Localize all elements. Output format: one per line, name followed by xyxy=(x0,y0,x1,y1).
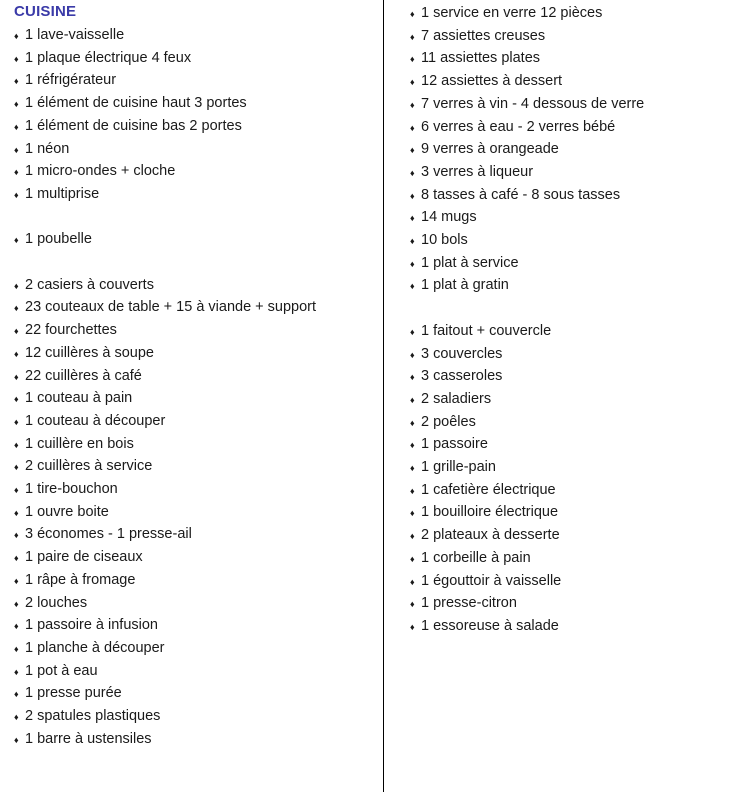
list-item-label: 22 fourchettes xyxy=(25,322,117,339)
list-item xyxy=(14,569,383,592)
list-item-label: 1 poubelle xyxy=(25,231,92,248)
list-item-label: 1 néon xyxy=(25,140,70,157)
list-spacer xyxy=(14,206,383,229)
list-item-label: 1 élément de cuisine haut 3 portes xyxy=(25,95,247,112)
list-item xyxy=(410,116,752,139)
list-item xyxy=(410,592,752,615)
list-item-label: 1 lave-vaisselle xyxy=(25,27,125,43)
list-item-label: 2 poêles xyxy=(421,413,476,430)
list-item-label: 23 couteaux de table + 15 à viande + support xyxy=(25,299,317,316)
list-item-label: 8 tasses à café - 8 sous tasses xyxy=(421,186,621,203)
list-item-label: 12 assiettes à dessert xyxy=(421,73,563,90)
list-item xyxy=(14,183,383,206)
list-item-label: 3 couvercles xyxy=(421,345,503,362)
list-item xyxy=(410,388,752,411)
list-item xyxy=(14,47,383,70)
list-item-label: 1 planche à découper xyxy=(25,639,165,656)
list-item xyxy=(410,2,752,25)
list-item xyxy=(410,70,752,93)
list-item xyxy=(14,433,383,456)
list-item-label: 1 barre à ustensiles xyxy=(25,730,152,747)
list-item xyxy=(14,365,383,388)
list-item-label: 3 économes - 1 presse-ail xyxy=(25,526,192,543)
list-item xyxy=(14,728,383,751)
list-item xyxy=(410,570,752,593)
list-item xyxy=(14,342,383,365)
list-item-label: 1 réfrigérateur xyxy=(25,72,117,89)
list-item-label: 1 paire de ciseaux xyxy=(25,549,143,566)
list-item xyxy=(410,206,752,229)
list-item-label: 6 verres à eau - 2 verres bébé xyxy=(421,118,616,135)
list-item xyxy=(14,115,383,138)
list-item xyxy=(14,592,383,615)
list-item-label: 14 mugs xyxy=(421,209,477,226)
list-item-label: 3 casseroles xyxy=(421,368,503,385)
list-item xyxy=(410,456,752,479)
list-item-label: 1 ouvre boite xyxy=(25,503,109,520)
list-item-label: 1 élément de cuisine bas 2 portes xyxy=(25,117,242,134)
list-item xyxy=(410,47,752,70)
list-item xyxy=(14,682,383,705)
list-item xyxy=(14,478,383,501)
list-item-label: 1 cuillère en bois xyxy=(25,435,134,452)
list-item xyxy=(410,524,752,547)
list-item xyxy=(410,184,752,207)
list-item-label: 1 égouttoir à vaisselle xyxy=(421,572,562,589)
list-item xyxy=(14,614,383,637)
list-item-label: 1 presse-citron xyxy=(421,595,517,612)
list-item-label: 1 grille-pain xyxy=(421,459,496,476)
list-item-label: 1 bouilloire électrique xyxy=(421,504,559,521)
list-item-label: 10 bols xyxy=(421,232,468,249)
list-item-label: 1 couteau à pain xyxy=(25,390,133,407)
list-item xyxy=(410,501,752,524)
list-item xyxy=(410,252,752,275)
list-item-label: 1 faitout + couvercle xyxy=(421,322,552,339)
list-item xyxy=(410,229,752,252)
left-column xyxy=(0,0,383,750)
list-item-label: 9 verres à orangeade xyxy=(421,141,559,158)
list-item-label: 1 pot à eau xyxy=(25,662,98,679)
list-item xyxy=(14,160,383,183)
list-item-label: 1 micro-ondes + cloche xyxy=(25,163,176,180)
list-item-label: 1 plat à service xyxy=(421,254,519,271)
list-item xyxy=(14,546,383,569)
list-item-label: 1 service en verre 12 pièces xyxy=(421,5,603,21)
list-item-label: 12 cuillères à soupe xyxy=(25,344,154,361)
inventory-list-right xyxy=(410,2,752,638)
list-item xyxy=(410,25,752,48)
list-item xyxy=(14,274,383,297)
list-item xyxy=(14,637,383,660)
list-item-label: 1 passoire à infusion xyxy=(25,617,158,634)
right-column xyxy=(384,0,752,638)
list-item xyxy=(410,615,752,638)
list-item-label: 1 corbeille à pain xyxy=(421,549,531,566)
list-item-label: 2 casiers à couverts xyxy=(25,276,154,293)
list-spacer xyxy=(14,251,383,274)
list-item xyxy=(410,274,752,297)
list-item xyxy=(14,92,383,115)
list-item-label: 22 cuillères à café xyxy=(25,367,142,384)
list-item xyxy=(410,161,752,184)
list-item-label: 2 saladiers xyxy=(421,390,492,407)
list-item xyxy=(14,228,383,251)
list-item xyxy=(410,433,752,456)
list-item xyxy=(410,320,752,343)
inventory-list-left xyxy=(14,24,383,750)
list-item xyxy=(14,455,383,478)
list-item xyxy=(14,705,383,728)
list-item-label: 1 essoreuse à salade xyxy=(421,617,559,634)
list-item-label: 2 cuillères à service xyxy=(25,458,153,475)
list-item-label: 1 plat à gratin xyxy=(421,277,509,294)
list-item xyxy=(14,410,383,433)
list-item xyxy=(14,319,383,342)
list-item-label: 2 plateaux à desserte xyxy=(421,527,560,544)
list-item-label: 2 louches xyxy=(25,594,88,611)
list-item xyxy=(14,660,383,683)
list-item xyxy=(410,547,752,570)
list-item-label: 1 plaque électrique 4 feux xyxy=(25,49,192,66)
list-item-label: 1 multiprise xyxy=(25,185,100,202)
list-item xyxy=(14,501,383,524)
list-item xyxy=(14,24,383,47)
list-item-label: 1 presse purée xyxy=(25,685,122,702)
list-item-label: 1 passoire xyxy=(421,436,488,453)
list-item xyxy=(410,343,752,366)
list-item xyxy=(14,296,383,319)
list-item-label: 7 assiettes creuses xyxy=(421,27,546,44)
list-item-label: 1 cafetière électrique xyxy=(421,481,556,498)
list-item-label: 2 spatules plastiques xyxy=(25,708,161,725)
list-item xyxy=(410,365,752,388)
list-item-label: 1 tire-bouchon xyxy=(25,481,118,498)
list-item-label: 1 râpe à fromage xyxy=(25,571,136,588)
list-spacer xyxy=(410,297,752,320)
list-item-label: 7 verres à vin - 4 dessous de verre xyxy=(421,95,645,112)
list-item xyxy=(410,93,752,116)
list-item xyxy=(410,479,752,502)
list-item xyxy=(14,523,383,546)
list-item-label: 11 assiettes plates xyxy=(421,50,541,67)
list-item xyxy=(410,411,752,434)
list-item-label: 3 verres à liqueur xyxy=(421,163,534,180)
list-item xyxy=(14,387,383,410)
list-item xyxy=(14,138,383,161)
list-item xyxy=(14,69,383,92)
page-title: CUISINE xyxy=(14,3,77,20)
list-item-label: 1 couteau à découper xyxy=(25,412,166,429)
list-item xyxy=(410,138,752,161)
